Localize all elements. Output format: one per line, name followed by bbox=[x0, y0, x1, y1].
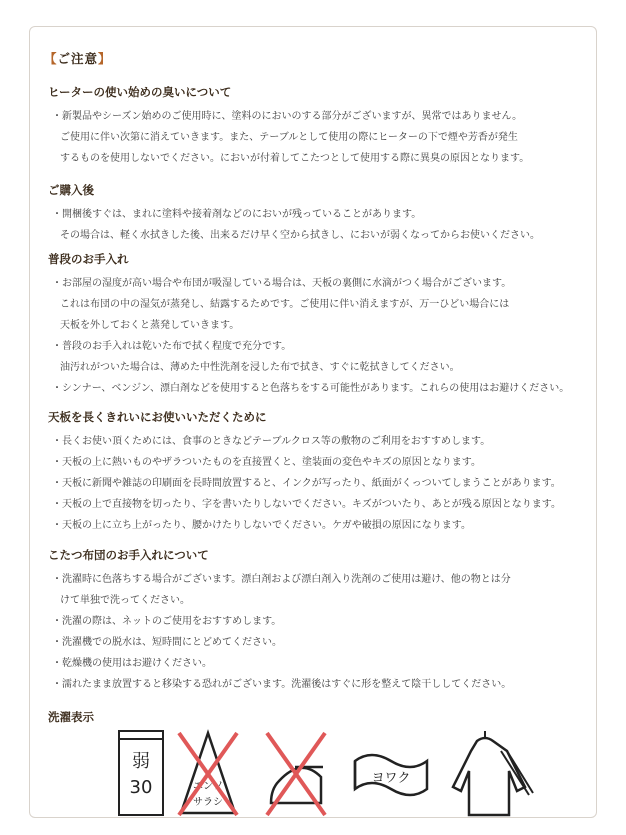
section-3 bbox=[48, 409, 588, 536]
notice-line: 天板を外しておくと蒸発していきます。 bbox=[60, 320, 240, 331]
section-heading: 普段のお手入れ bbox=[48, 252, 129, 266]
notice-line: ・長くお使い頂くためには、食事のときなどテーブルクロス等の敷物のご利用をおすすめします。 bbox=[52, 436, 491, 447]
notice-card bbox=[29, 26, 597, 818]
care-symbols bbox=[115, 727, 535, 819]
notice-line: ・天板の上に熱いものやザラついたものを直接置くと、塗装面の変色やキズの原因となります。 bbox=[52, 457, 481, 468]
section-1 bbox=[48, 182, 588, 246]
section-heading: ヒーターの使い始めの臭いについて bbox=[48, 85, 232, 99]
notice-line: ・洗濯機での脱水は、短時間にとどめてください。 bbox=[52, 637, 282, 648]
svg-text:サラシ: サラシ bbox=[193, 797, 223, 808]
section-heading: 洗濯表示 bbox=[48, 710, 94, 724]
notice-line: ・濡れたまま放置すると移染する恐れがございます。洗濯後はすぐに形を整えて陰干ししてください。 bbox=[52, 679, 512, 690]
wash-weak-30-icon bbox=[115, 727, 167, 819]
notice-line: ・天板に新聞や雑誌の印刷面を長時間放置すると、インクが写ったり、紙面がくっついてしまうことがあります。 bbox=[52, 478, 561, 489]
notice-line: ・天板の上で直接物を切ったり、字を書いたりしないでください。キズがついたり、あとが残る原因となります。 bbox=[52, 499, 561, 510]
notice-line: これは布団の中の湿気が蒸発し、結露するためです。ご使用に伴い消えますが、万一ひどい場合には bbox=[60, 299, 510, 310]
notice-line: するものを使用しないでください。においが付着してこたつとして使用する際に異臭の原因となります。 bbox=[60, 153, 530, 164]
section-0 bbox=[48, 84, 588, 169]
svg-text:ヨワク: ヨワク bbox=[371, 771, 411, 786]
svg-text:弱: 弱 bbox=[132, 751, 150, 772]
notice-line: ・シンナー、ベンジン、漂白剤などを使用すると色落ちをする可能性があります。これらの使用はお避けください。 bbox=[52, 383, 570, 394]
notice-line: ・乾燥機の使用はお避けください。 bbox=[52, 658, 212, 669]
notice-line: 油汚れがついた場合は、薄めた中性洗剤を浸した布で拭き、すぐに乾拭きしてください。 bbox=[60, 362, 460, 373]
svg-text:エンソ: エンソ bbox=[193, 781, 223, 792]
notice-line: ・開梱後すぐは、まれに塗料や接着剤などのにおいが残っていることがあります。 bbox=[52, 209, 422, 220]
no-bleach-icon bbox=[175, 727, 241, 819]
notice-line: ・洗濯時に色落ちする場合がございます。漂白剤および漂白剤入り洗剤のご使用は避け、他の物とは分 bbox=[52, 574, 511, 585]
notice-line: ・普段のお手入れは乾いた布で拭く程度で充分です。 bbox=[52, 341, 292, 352]
section-heading: こたつ布団のお手入れについて bbox=[48, 548, 209, 562]
section-4 bbox=[48, 547, 588, 695]
notice-line: ご使用に伴い次第に消えていきます。また、テーブルとして使用の際にヒーターの下で煙や芳香が発生 bbox=[60, 132, 518, 143]
gentle-wring-icon bbox=[351, 727, 431, 819]
notice-line: その場合は、軽く水拭きした後、出来るだけ早く空から拭きし、においが弱くなってからお使いください。 bbox=[60, 230, 540, 241]
notice-title: 【ご注意】 bbox=[44, 51, 112, 66]
svg-text:30: 30 bbox=[129, 777, 153, 798]
notice-line: けて単独で洗ってください。 bbox=[60, 595, 190, 606]
section-heading: ご購入後 bbox=[48, 183, 94, 197]
notice-line: ・洗濯の際は、ネットのご使用をおすすめします。 bbox=[52, 616, 282, 627]
notice-line: ・新製品やシーズン始めのご使用時に、塗料のにおいのする部分がございますが、異常ではありません。 bbox=[52, 111, 523, 122]
notice-line: ・天板の上に立ち上がったり、腰かけたりしないでください。ケガや破損の原因になります。 bbox=[52, 520, 471, 531]
section-heading: 天板を長くきれいにお使いいただくために bbox=[48, 410, 267, 424]
notice-line: ・お部屋の湿度が高い場合や布団が吸湿している場合は、天板の裏側に水滴がつく場合がございます。 bbox=[52, 278, 512, 289]
no-iron-icon bbox=[261, 727, 331, 819]
hang-dry-shade-icon bbox=[451, 727, 535, 819]
section-2 bbox=[48, 251, 588, 399]
